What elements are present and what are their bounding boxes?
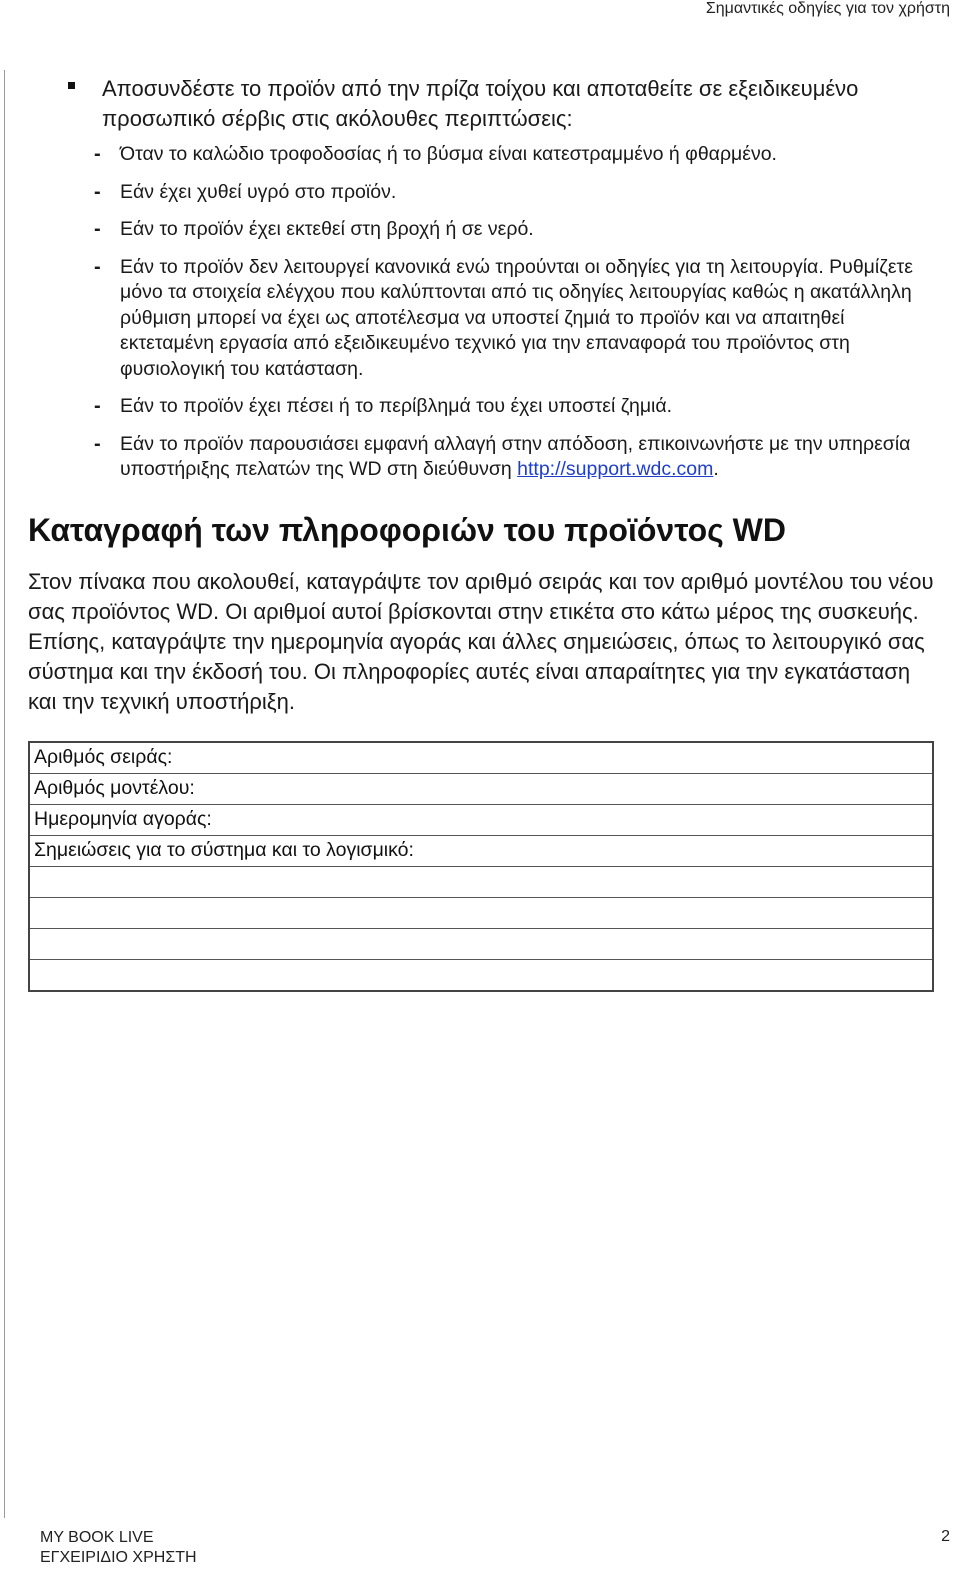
list-item <box>28 180 938 206</box>
service-lead-text: Αποσυνδέστε το προϊόν από την πρίζα τοίχου και αποταθείτε σε εξειδικευμένο προσωπικό σέρβις στις ακόλουθες περιπτώσεις: <box>102 76 859 131</box>
table-row <box>29 959 933 991</box>
support-link[interactable]: http://support.wdc.com <box>517 458 714 480</box>
list-item-text: Όταν το καλώδιο τροφοδοσίας ή το βύσμα είναι κατεστραμμένο ή φθαρμένο. <box>120 143 777 165</box>
table-row <box>29 804 933 835</box>
purchase-date-field[interactable]: Ημερομηνία αγοράς: <box>29 804 933 835</box>
left-margin-rule <box>4 70 5 1518</box>
dash-bullet-icon: - <box>94 255 101 278</box>
list-item-text: Εάν έχει χυθεί υγρό στο προϊόν. <box>120 180 397 203</box>
list-item-tail: . <box>713 458 719 480</box>
table-row <box>29 928 933 959</box>
dash-bullet-icon: - <box>94 218 101 240</box>
list-item-text: Εάν το προϊόν έχει πέσει ή το περίβλημά του έχει υποστεί ζημιά. <box>120 395 673 417</box>
table-row <box>29 835 933 866</box>
table-row <box>29 897 933 928</box>
notes-line[interactable] <box>29 959 933 991</box>
section-title: Καταγραφή των πληροφοριών του προϊόντος WD <box>28 511 786 548</box>
list-item-text: Εάν το προϊόν έχει εκτεθεί στη βροχή ή σε νερό. <box>120 218 534 240</box>
page-number: 2 <box>941 1528 950 1545</box>
notes-line[interactable] <box>29 897 933 928</box>
service-conditions-list <box>28 142 938 483</box>
footer-product-name: MY BOOK LIVE <box>40 1529 154 1546</box>
dash-bullet-icon: - <box>94 143 101 165</box>
service-lead-item <box>28 74 938 134</box>
list-item <box>28 217 938 243</box>
dash-bullet-icon: - <box>94 432 101 455</box>
running-header: Σημαντικές οδηγίες για τον χρήστη <box>705 0 950 17</box>
table-row <box>29 742 933 774</box>
notes-line[interactable] <box>29 866 933 897</box>
product-info-table <box>28 741 934 992</box>
list-item-text: Εάν το προϊόν παρουσιάσει εμφανή αλλαγή στην απόδοση, επικοινωνήστε με την υπηρεσία υποστήριξης πελατών της WD στη διεύθυνση <box>120 432 911 480</box>
list-item <box>28 255 938 383</box>
square-bullet-icon <box>68 82 75 89</box>
footer-doc-name: ΕΓΧΕΙΡΙΔΙΟ ΧΡΗΣΤΗ <box>40 1549 197 1566</box>
notes-line[interactable] <box>29 928 933 959</box>
footer-product <box>40 1528 197 1568</box>
table-row <box>29 773 933 804</box>
list-item-support <box>28 432 938 483</box>
list-item <box>28 394 938 420</box>
section-intro: Στον πίνακα που ακολουθεί, καταγράψτε τον αριθμό σειράς και τον αριθμό μοντέλου του νέου σας προϊόντος WD. Οι αριθμοί αυτοί βρίσκονται στην ετικέτα στο κάτω μέρος της συσκευής. Επίσης, καταγράψτε την ημερομηνία αγοράς και άλλες σημειώσεις, όπως το λειτουργικό σας σύστημα και την έκδοσή του. Οι πληροφορίες αυτές είναι απαραίτητες για την εγκατάσταση και την τεχνική υποστήριξη. <box>28 568 934 714</box>
model-number-field[interactable]: Αριθμός μοντέλου: <box>29 773 933 804</box>
system-notes-field[interactable]: Σημειώσεις για το σύστημα και το λογισμικό: <box>29 835 933 866</box>
table-row <box>29 866 933 897</box>
dash-bullet-icon: - <box>94 180 101 203</box>
list-item-text: Εάν το προϊόν δεν λειτουργεί κανονικά ενώ τηρούνται οι οδηγίες για τη λειτουργία. Ρυθμίζετε μόνο τα στοιχεία ελέγχου που καλύπτονται από τις οδηγίες λειτουργίας καθώς η ακατάλληλη ρύθμιση μπορεί να έχει ως αποτέλεσμα να υποστεί ζημιά το προϊόν και να απαιτηθεί εκτεταμένη εργασία από εξειδικευμένο τεχνικό για την επαναφορά του προϊόντος στη φυσιολογική του κατάσταση. <box>120 255 913 380</box>
list-item <box>28 142 938 168</box>
serial-number-field[interactable]: Αριθμός σειράς: <box>29 742 933 774</box>
dash-bullet-icon: - <box>94 395 101 417</box>
page-content <box>28 74 938 992</box>
